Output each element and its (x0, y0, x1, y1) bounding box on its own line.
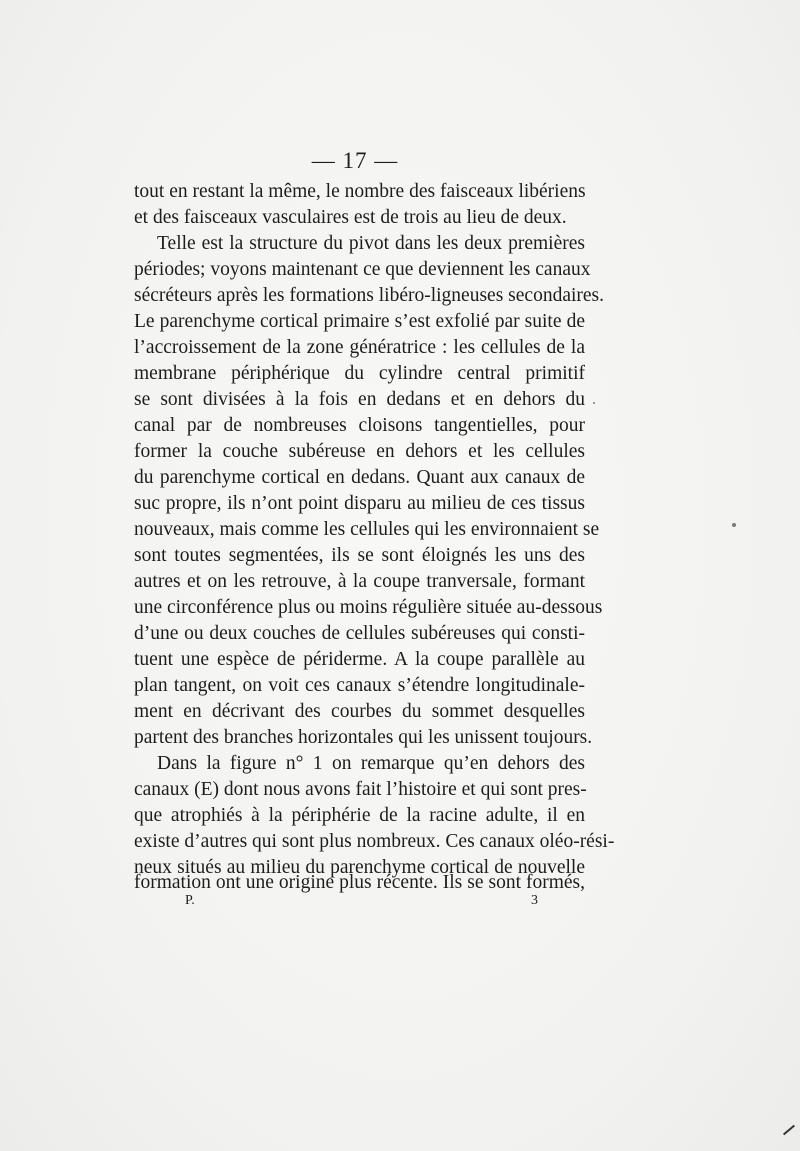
text-line: membrane périphérique du cylindre central primitif (134, 363, 585, 384)
signature-mark-left: P. (185, 893, 195, 908)
text-line: plan tangent, on voit ces canaux s’étendre longitudinale- (134, 675, 585, 696)
text-line: canaux (E) dont nous avons fait l’histoire et qui sont pres- (134, 779, 587, 800)
text-line: autres et on les retrouve, à la coupe tranversale, formant (134, 571, 585, 592)
text-line: que atrophiés à la périphérie de la racine adulte, il en (134, 805, 585, 826)
text-line: se sont divisées à la fois en dedans et en dehors du (134, 389, 585, 410)
text-line: suc propre, ils n’ont point disparu au milieu de ces tissus (134, 493, 585, 514)
corner-mark (783, 1125, 795, 1136)
text-line: et des faisceaux vasculaires est de trois au lieu de deux. (134, 207, 567, 228)
text-line: l’accroissement de la zone génératrice : les cellules de la (134, 337, 585, 358)
text-line: nouveaux, mais comme les cellules qui les environnaient se (134, 519, 600, 540)
text-line: formation ont une origine plus récente. Ils se sont formés, (134, 872, 585, 893)
text-line: du parenchyme cortical en dedans. Quant aux canaux de (134, 467, 585, 488)
text-line: Le parenchyme cortical primaire s’est exfolié par suite de (134, 311, 585, 332)
signature-mark-right: 3 (531, 893, 538, 908)
text-line: Dans la figure n° 1 on remarque qu’en dehors des (157, 753, 585, 774)
text-line: ment en décrivant des courbes du sommet desquelles (134, 701, 585, 722)
text-line: tuent une espèce de périderme. A la coupe parallèle au (134, 649, 585, 670)
text-line: périodes; voyons maintenant ce que deviennent les canaux (134, 259, 591, 280)
ink-speck (732, 523, 736, 527)
text-line: sont toutes segmentées, ils se sont éloignés les uns des (134, 545, 585, 566)
page-number: — 17 — (311, 148, 399, 173)
text-line: une circonférence plus ou moins régulière située au-dessous (134, 597, 603, 618)
text-line: existe d’autres qui sont plus nombreux. Ces canaux oléo-rési- (134, 831, 615, 852)
text-line: Telle est la structure du pivot dans les deux premières (157, 233, 585, 254)
text-line: d’une ou deux couches de cellules subéreuses qui consti- (134, 623, 585, 644)
text-line: tout en restant la même, le nombre des faisceaux libériens (134, 181, 586, 202)
text-line: sécréteurs après les formations libéro-ligneuses secondaires. (134, 285, 604, 306)
text-line: partent des branches horizontales qui les unissent toujours. (134, 727, 593, 748)
text-line: neux situés au milieu du parenchyme cortical de nouvelle (134, 857, 585, 878)
text-line: former la couche subéreuse en dehors et les cellules (134, 441, 585, 462)
ink-speck (593, 402, 595, 404)
text-line: canal par de nombreuses cloisons tangentielles, pour (134, 415, 585, 436)
